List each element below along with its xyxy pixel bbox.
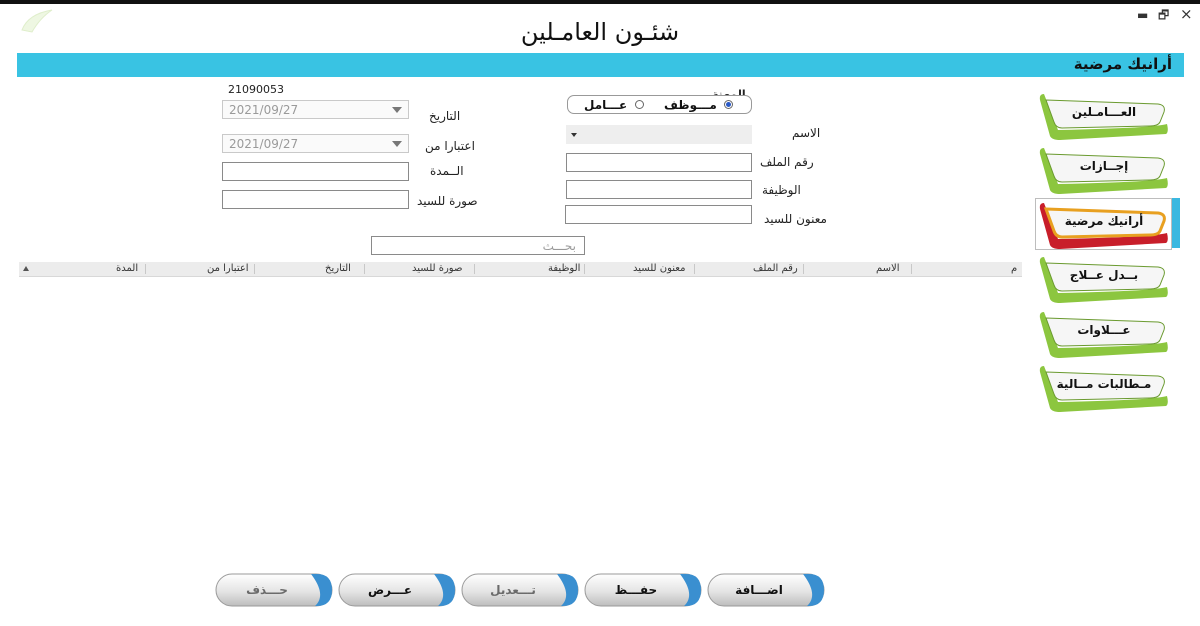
column-header[interactable]: صورة للسيد xyxy=(412,263,463,274)
chevron-down-icon[interactable] xyxy=(392,141,402,147)
column-header[interactable]: معنون للسيد xyxy=(633,263,686,274)
minimize-icon[interactable]: ▬ xyxy=(1137,8,1149,22)
from-date-value: 2021/09/27 xyxy=(229,137,299,151)
employee-radio[interactable] xyxy=(724,100,733,109)
job-label: الوظيفة xyxy=(762,183,801,197)
date-label: التاريخ xyxy=(429,109,461,123)
sidebar-item-sick-forms[interactable] xyxy=(1036,201,1170,245)
column-header[interactable]: رقم الملف xyxy=(753,263,798,274)
file-no-field[interactable] xyxy=(566,153,752,172)
worker-radio-label[interactable]: عـــامل xyxy=(584,98,628,112)
close-icon[interactable]: × xyxy=(1180,5,1193,23)
name-combobox[interactable] xyxy=(566,125,752,144)
from-date-picker[interactable] xyxy=(222,134,409,153)
job-field[interactable] xyxy=(566,180,752,199)
copy-to-label: صورة للسيد xyxy=(417,194,478,208)
profession-radio-group xyxy=(567,95,752,114)
column-header[interactable]: م xyxy=(1011,263,1018,274)
section-title: أرانيك مرضية xyxy=(1073,55,1172,73)
search-value: بحـــث xyxy=(542,239,576,253)
column-header[interactable]: الوظيفة xyxy=(548,263,581,274)
view-button[interactable] xyxy=(338,573,456,607)
sidebar-item-leaves[interactable] xyxy=(1036,146,1170,190)
save-button[interactable] xyxy=(584,573,702,607)
employee-radio-label[interactable]: مـــوظف xyxy=(664,98,717,112)
duration-field[interactable] xyxy=(222,162,409,181)
sidebar-item-label: مـطالبات مــالية xyxy=(1056,377,1152,391)
worker-radio[interactable] xyxy=(635,100,644,109)
name-label: الاسم xyxy=(792,126,821,140)
save-button-label: حفـــظ xyxy=(614,583,658,597)
sidebar-item-label: عـــلاوات xyxy=(1077,323,1131,337)
file-no-label: رقم الملف xyxy=(760,155,814,169)
date-picker[interactable] xyxy=(222,100,409,119)
section-header-bar xyxy=(17,53,1184,77)
sidebar-item-label: أرانيك مرضية xyxy=(1064,214,1144,228)
search-input[interactable] xyxy=(371,236,585,255)
column-header[interactable]: اعتبارا من xyxy=(207,263,249,274)
from-date-label: اعتبارا من xyxy=(425,139,475,153)
date-value: 2021/09/27 xyxy=(229,103,299,117)
add-button-label: اضـــافة xyxy=(735,583,783,597)
add-button[interactable] xyxy=(707,573,825,607)
column-header[interactable]: الاسم xyxy=(876,263,900,274)
sidebar-item-treatment-allowance[interactable] xyxy=(1036,255,1170,299)
view-button-label: عـــرض xyxy=(367,583,413,597)
edit-button[interactable] xyxy=(461,573,579,607)
addressed-to-label: معنون للسيد xyxy=(764,212,827,226)
active-nav-indicator xyxy=(1172,198,1180,248)
dropdown-arrow-icon[interactable] xyxy=(571,133,577,137)
sidebar-item-label: العـــامـلين xyxy=(1071,105,1137,119)
records-grid-header xyxy=(19,262,1022,277)
delete-button[interactable] xyxy=(215,573,333,607)
addressed-to-field[interactable] xyxy=(565,205,752,224)
sidebar-item-bonuses[interactable] xyxy=(1036,310,1170,354)
sidebar-item-employees[interactable] xyxy=(1036,92,1170,136)
window-top-border xyxy=(0,0,1200,4)
sidebar-item-label: إجــازات xyxy=(1079,159,1129,173)
sort-ascending-icon[interactable] xyxy=(23,266,29,271)
copy-to-field[interactable] xyxy=(222,190,409,209)
sidebar-item-label: بــدل عــلاج xyxy=(1069,268,1139,282)
app-title: شئـون العامـلين xyxy=(520,18,680,46)
column-header[interactable]: التاريخ xyxy=(325,263,351,274)
restore-icon[interactable]: 🗗 xyxy=(1158,8,1170,22)
duration-label: الــمدة xyxy=(430,164,464,178)
column-header[interactable]: المدة xyxy=(116,263,139,274)
record-id: 21090053 xyxy=(228,83,284,96)
chevron-down-icon[interactable] xyxy=(392,107,402,113)
edit-button-label: تـــعديل xyxy=(490,583,536,597)
sidebar-item-financial-claims[interactable] xyxy=(1036,364,1170,408)
delete-button-label: حـــذف xyxy=(246,583,288,597)
